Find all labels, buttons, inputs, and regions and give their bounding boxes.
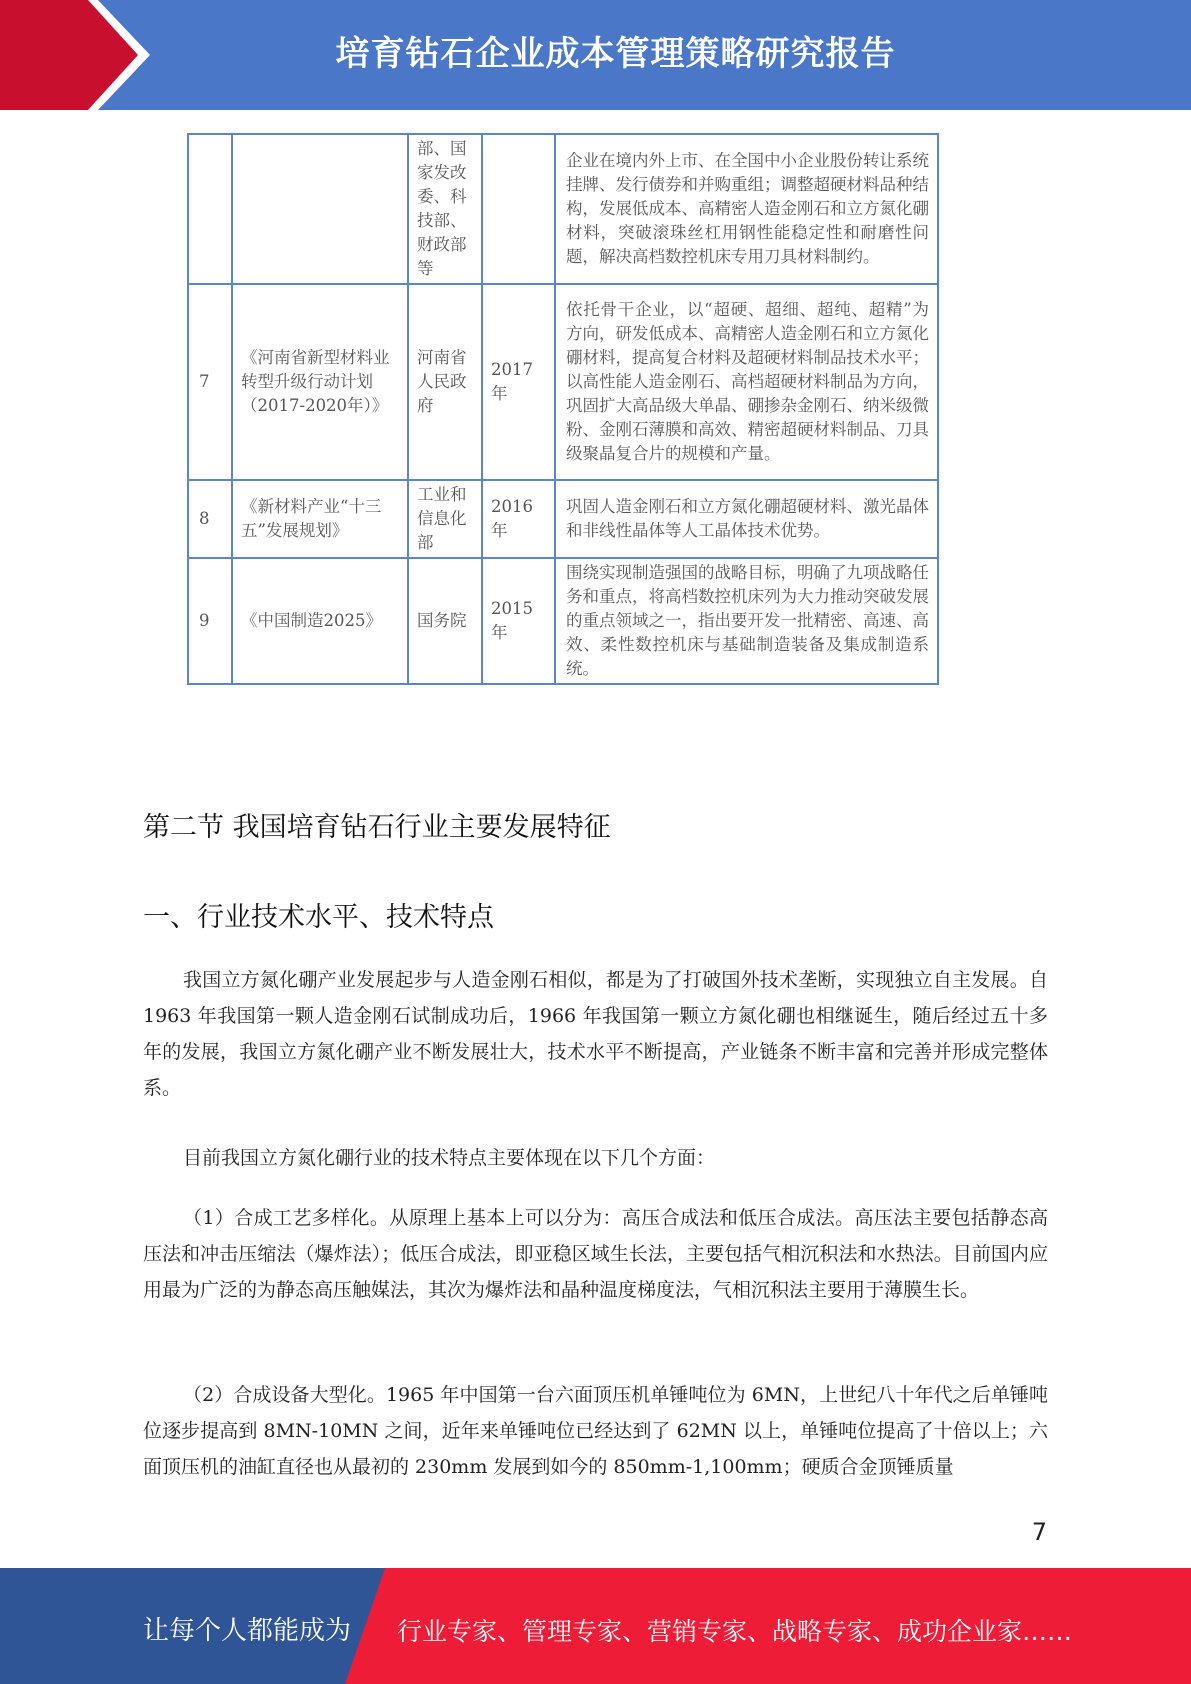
policy-year: 2016年: [482, 480, 555, 558]
body-paragraph: （1）合成工艺多样化。从原理上基本上可以分为：高压合成法和低压合成法。高压法主要包括静态高压法和冲击压缩法（爆炸法）；低压合成法，即亚稳区域生长法，主要包括气相沉积法和水热法。目前国内应用最为广泛的为静态高压触媒法，其次为爆炸法和晶种温度梯度法，气相沉积法主要用于薄膜生长。: [143, 1207, 1048, 1301]
policy-name: 《中国制造2025》: [232, 558, 408, 684]
footer-slogan-right: 行业专家、管理专家、营销专家、战略专家、成功企业家……: [397, 1617, 1073, 1646]
page-header: [0, 0, 1191, 110]
body-paragraph: 目前我国立方氮化硼行业的技术特点主要体现在以下几个方面：: [183, 1147, 716, 1169]
policy-content: 巩固人造金刚石和立方氮化硼超硬材料、激光晶体和非线性晶体等人工晶体技术优势。: [555, 480, 938, 558]
row-number: [188, 134, 232, 284]
policy-name: 《新材料产业“十三五”发展规划》: [232, 480, 408, 558]
policy-name: 《河南省新型材料业转型升级行动计划（2017-2020年）》: [232, 284, 408, 480]
body-paragraph: 我国立方氮化硼产业发展起步与人造金刚石相似，都是为了打破国外技术垄断，实现独立自主发展。自 1963 年我国第一颗人造金刚石试制成功后，1966 年我国第一颗立方氮化硼也相继诞生，随后经过五十多年的发展，我国立方氮化硼产业不断发展壮大，技术水平不断提高，产业链条不断丰富和完善并形成完整体系。: [143, 969, 1048, 1099]
policy-name: [232, 134, 408, 284]
policy-content: 依托骨干企业，以“超硬、超细、超纯、超精”为方向，研发低成本、高精密人造金刚石和立方氮化硼材料，提高复合材料及超硬材料制品技术水平；以高性能人造金刚石、高档超硬材料制品为方向，巩固扩大高品级大单晶、硼掺杂金刚石、纳米级微粉、金刚石薄膜和高效、精密超硬材料制品、刀具级聚晶复合片的规模和产量。: [555, 284, 938, 480]
policy-table: [187, 133, 939, 685]
table-row: [188, 558, 938, 684]
issuing-org: 部、国家发改委、科技部、财政部等: [408, 134, 482, 284]
policy-content: 企业在境内外上市、在全国中小企业股份转让系统挂牌、发行债券和并购重组；调整超硬材料品种结构，发展低成本、高精密人造金刚石和立方氮化硼材料，突破滚珠丝杠用钢性能稳定性和耐磨性问题，解决高档数控机床专用刀具材料制约。: [555, 134, 938, 284]
row-number: 9: [188, 558, 232, 684]
body-paragraph: （2）合成设备大型化。1965 年中国第一台六面顶压机单锤吨位为 6MN，上世纪八十年代之后单锤吨位逐步提高到 8MN-10MN 之间，近年来单锤吨位已经达到了 62MN 以上，单锤吨位提高了十倍以上；六面顶压机的油缸直径也从最初的 230mm 发展到如今的 850mm-1,100mm；硬质合金顶锤质量: [143, 1384, 1048, 1478]
page-footer: [0, 1568, 1191, 1684]
sub-heading: 一、行业技术水平、技术特点: [143, 902, 494, 933]
policy-year: 2017年: [482, 284, 555, 480]
row-number: 7: [188, 284, 232, 480]
report-title: 培育钻石企业成本管理策略研究报告: [335, 34, 896, 74]
policy-year: 2015年: [482, 558, 555, 684]
table-row: [188, 284, 938, 480]
footer-slogan-left: 让每个人都能成为: [143, 1616, 352, 1646]
issuing-org: 河南省人民政府: [408, 284, 482, 480]
section-heading: 第二节 我国培育钻石行业主要发展特征: [143, 812, 611, 843]
policy-year: [482, 134, 555, 284]
table-row: [188, 480, 938, 558]
row-number: 8: [188, 480, 232, 558]
issuing-org: 国务院: [408, 558, 482, 684]
policy-content: 围绕实现制造强国的战略目标，明确了九项战略任务和重点，将高档数控机床列为大力推动突破发展的重点领域之一，指出要开发一批精密、高速、高效、柔性数控机床与基础制造装备及集成制造系统。: [555, 558, 938, 684]
table-row: [188, 134, 938, 284]
page-number: 7: [1031, 1518, 1047, 1546]
issuing-org: 工业和信息化部: [408, 480, 482, 558]
